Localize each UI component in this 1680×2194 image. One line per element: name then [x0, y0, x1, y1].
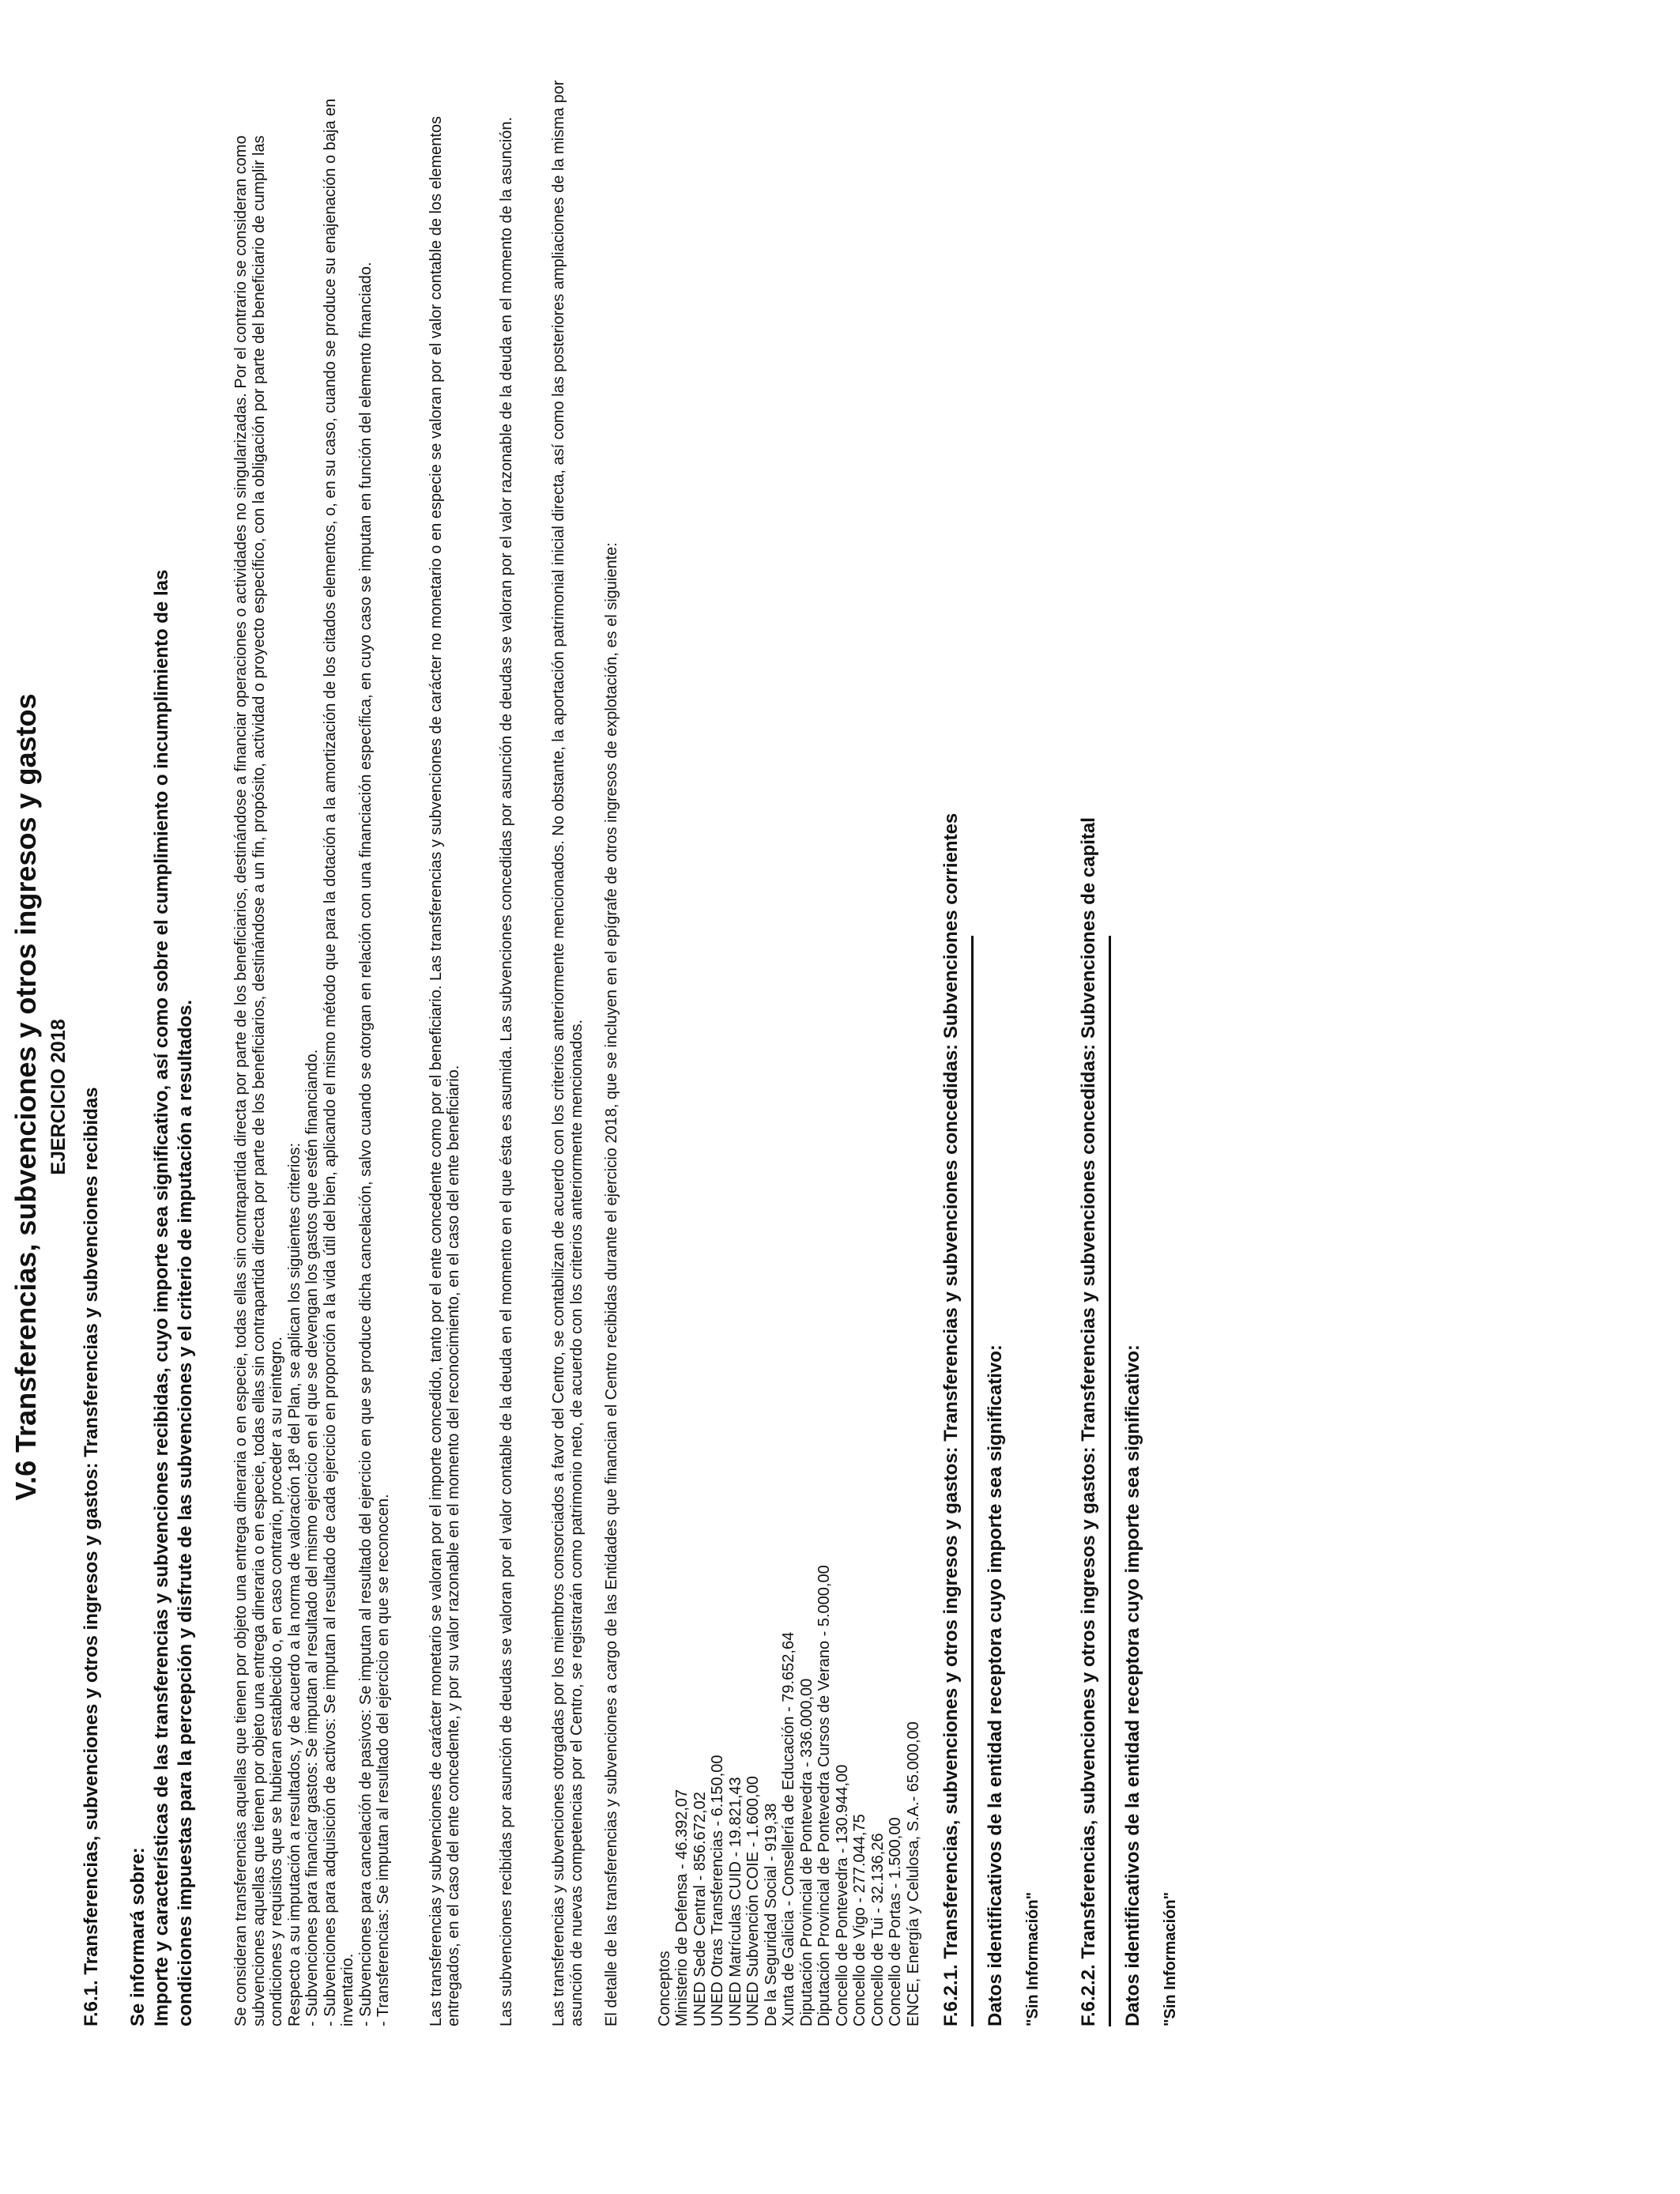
criteria-item-pasivos: - Subvenciones para cancelación de pasivos: Se imputan al resultado del ejercicio en que se produce dicha cancelación, salvo cuando se otorgan en relación con una financiación específica, en cuyo caso se imputan en función del elemento financiado.: [356, 262, 375, 2026]
f621-ident-label: Datos identificativos de la entidad receptora cuyo importe sea significativo:: [985, 1344, 1006, 2026]
paragraph-asuncion-deudas: Las subvenciones recibidas por asunción de deudas se valoran por el valor contable de la deuda en el momento en el que ésta es asumida. Las subvenciones concedidas por asunción de deudas se valoran por el valor razonable de la deuda en el momento de la asunción.: [497, 116, 515, 2026]
list-item: Conceptos: [655, 1951, 673, 2026]
list-item: Xunta de Galicia - Consellería de Educación - 79.652,64: [780, 1631, 797, 2026]
f622-sin-informacion: "Sin Información": [1162, 1891, 1179, 2026]
section-divider: [971, 936, 974, 2026]
paragraph-valoracion: Las transferencias y subvenciones de carácter monetario se valoran por el importe concedido, tanto por el ente concedente como por el beneficiario. Las transferencias y subvenciones de carácter no monetario o en especie se valoran por el valor contable de los elementos entregados, en el caso del ente concedente, y por su valor razonable en el momento del reconocimiento, en el caso del ente beneficiario.: [427, 116, 462, 2026]
criteria-item-transferencias: - Transferencias: Se imputan al resultado del ejercicio en que se reconocen.: [375, 1494, 392, 2026]
list-item: UNED Subvención COIE - 1.600,00: [744, 1776, 762, 2026]
list-item: ENCE, Energía y Celulosa, S.A.- 65.000,00: [904, 1721, 922, 2026]
section-divider: [1109, 936, 1111, 2026]
section-f61-heading: F.6.1. Transferencias, subvenciones y otros ingresos y gastos: Transferencias y subvenciones recibidas: [81, 1087, 102, 2026]
f621-sin-informacion: "Sin Información": [1024, 1891, 1042, 2026]
list-item: UNED Sede Central - 856.672,02: [691, 1792, 709, 2026]
section-f621-heading: F.6.2.1. Transferencias, subvenciones y otros ingresos y gastos: Transferencias y subvenciones concedidas: Subvenciones corrientes: [940, 812, 962, 2026]
list-item: Concello de Vigo - 277.044,75: [851, 1814, 868, 2026]
list-item: Ministerio de Defensa - 46.392,07: [673, 1789, 691, 2026]
paragraph-detalle: El detalle de las transferencias y subvenciones a cargo de las Entidades que financian el Centro recibidas durante el ejercicio 2018, que se incluyen en el epígrafe de otros ingresos de explotación, es el siguiente:: [603, 542, 620, 2026]
list-item: UNED Matrículas CUID - 19.821,43: [726, 1777, 744, 2026]
list-item: De la Seguridad Social - 919,38: [762, 1803, 780, 2026]
list-item: Concello de Pontevedra - 130.944,00: [833, 1764, 851, 2026]
list-item: Concello de Tui - 32.136,26: [868, 1833, 887, 2026]
paragraph-1: Se consideran transferencias aquellas que tienen por objeto una entrega dineraria o en especie, todas ellas sin contrapartida directa por parte de los beneficiarios, destinándose a financiar operaciones o actividades no singularizadas. Por el contrario se consideran como subvenciones aquellas que tienen por objeto una entrega dineraria o en especie, todas ellas sin contrapartida directa por parte de los beneficiarios, destinándose a un fin, propósito, actividad o proyecto específico, con la obligación por parte del beneficiario de cumplir las condiciones y requisitos que se hubieran establecido o, en caso contrario, proceder a su reintegro.: [232, 135, 285, 2026]
f622-ident-label: Datos identificativos de la entidad receptora cuyo importe sea significativo:: [1122, 1344, 1143, 2026]
paragraph-definitions: [232, 58, 393, 2026]
list-item: Concello de Portas - 1.500,00: [887, 1817, 904, 2026]
paragraph-consorciados: Las transferencias y subvenciones otorgadas por los miembros consorciados a favor del Centro, se contabilizan de acuerdo con los criterios anteriormente mencionados. No obstante, la aportación patrimonial inicial directa, así como las posteriores ampliaciones de la misma por asunción de nuevas competencias por el Centro, se registrarán como patrimonio neto, de acuerdo con los criterios anteriormente mencionados.: [550, 80, 586, 2026]
criteria-item-activos: - Subvenciones para adquisición de activos: Se imputan al resultado de cada ejercicio en proporción a la vida útil del bien, aplicando el mismo método que para la dotación a la amortización de los citados elementos, o, en su caso, cuando se produce su enajenación o baja en inventario.: [321, 98, 356, 2026]
list-item: UNED Otras Transferencias - 6.150,00: [709, 1755, 726, 2026]
criteria-item-gastos: - Subvenciones para financiar gastos: Se imputan al resultado del mismo ejercicio en el que se devengan los gastos que estén financiando.: [303, 1049, 321, 2026]
conceptos-list: [656, 58, 923, 2026]
section-f622-heading: F.6.2.2. Transferencias, subvenciones y otros ingresos y gastos: Transferencias y subvenciones concedidas: Subvenciones de capital: [1078, 817, 1099, 2026]
document-body: [81, 58, 1180, 2026]
list-item: Diputación Provincial de Pontevedra Cursos de Verano - 5.000,00: [816, 1565, 833, 2026]
importe-line-2: condiciones impuestas para la percepción y disfrute de las subvenciones y el criterio de imputación a resultados.: [175, 999, 196, 2026]
informara-label: Se informará sobre:: [127, 1847, 149, 2026]
list-item: Diputación Provincial de Pontevedra - 336.000,00: [797, 1678, 816, 2026]
page-subtitle: EJERCICIO 2018: [47, 1019, 70, 1175]
importe-line-1: Importe y características de las transferencias y subvenciones recibidas, cuyo importe sea significativo, así como sobre el cumplimiento o incumplimiento de las: [151, 569, 172, 2026]
page-title: V.6 Transferencias, subvenciones y otros ingresos y gastos: [9, 693, 42, 1501]
criteria-intro: Respecto a su imputación a resultados, y de acuerdo a la norma de valoración 18ª del Plan, se aplican los siguientes criterios:: [285, 1142, 303, 2026]
